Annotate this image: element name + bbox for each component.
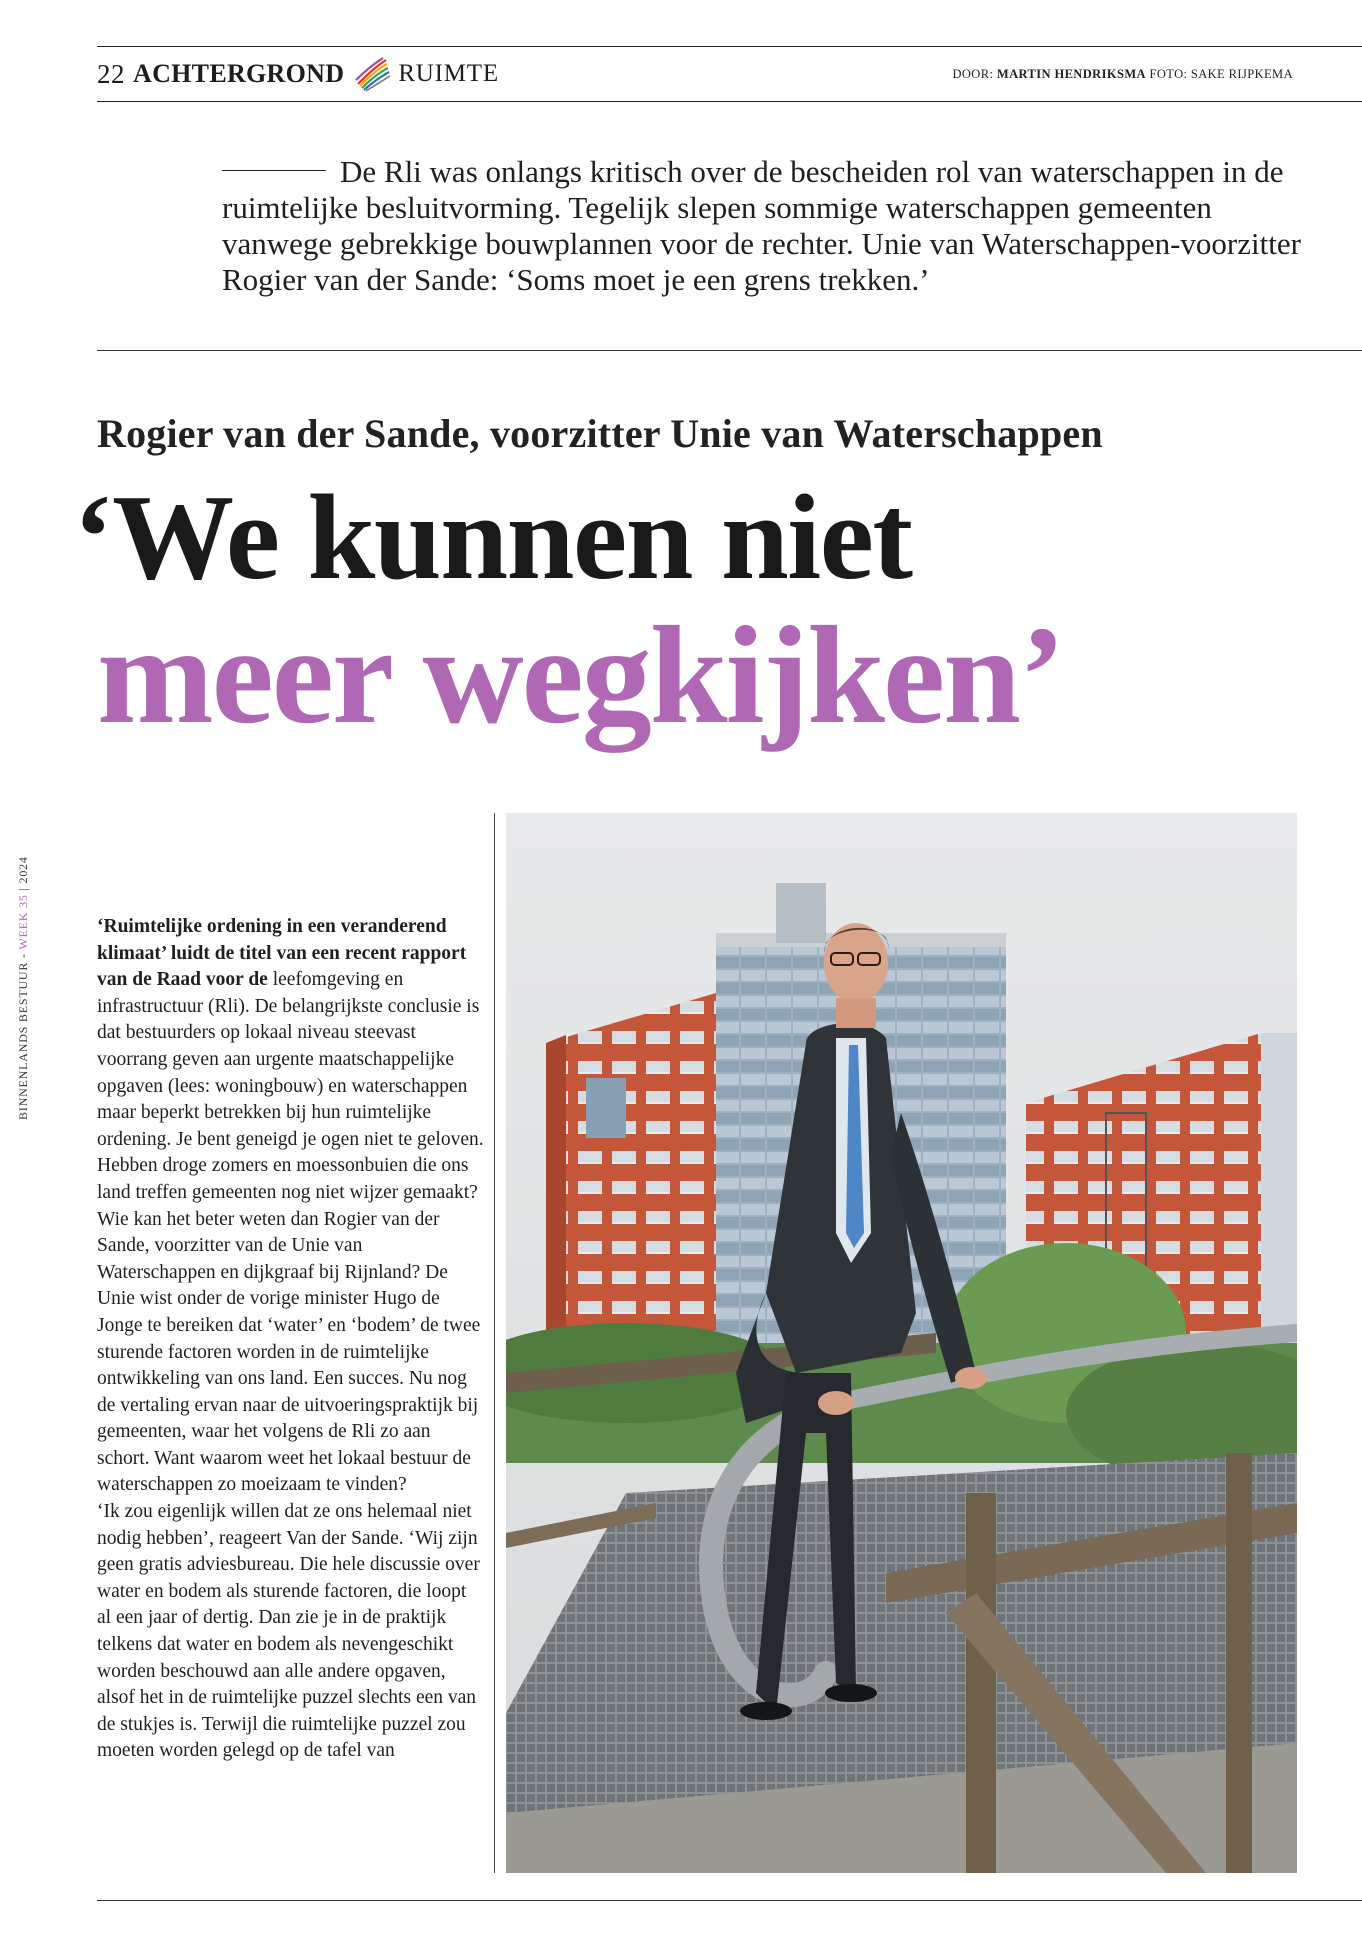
- body-p1-text: leefomgeving en infrastructuur (Rli). De belangrijkste conclusie is dat bestuurders op lokaal niveau steevast voorrang geven aan urgente maatschappelijke opgaven (lees: woningbouw) en waterschappen maar beperkt betrekken bij hun ruimtelijke ordening. Je bent geneigd je ogen niet te geloven. Hebben droge zomers en moessonbuien die ons land treffen gemeenten nog niet wijzer gemaakt?: [97, 969, 484, 1203]
- headline-line-1: ‘We kunnen niet: [73, 470, 912, 605]
- photographer-name: SAKE RIJPKEMA: [1190, 66, 1293, 81]
- subsection-name: RUIMTE: [398, 60, 499, 87]
- body-paragraph-2: Wie kan het beter weten dan Rogier van der Sande, voorzitter van de Unie van Waterschappen en dijkgraaf bij Rijnland? De Unie wist onder de vorige minister Hugo de Jonge te bereiken dat ‘water’ en ‘bodem’ de twee sturende factoren worden in de ruimtelijke ontwikkeling van ons land. Een succes. Nu nog de vertaling ervan naar de uitvoeringspraktijk bij gemeenten, waar het volgens de Rli zo aan schort. Want waarom weet het lokaal bestuur de waterschappen zo moeizaam te vinden?: [97, 1208, 481, 1496]
- bottom-rule: [97, 1900, 1362, 1901]
- column-divider: [494, 813, 495, 1873]
- page-number: 22: [97, 58, 125, 89]
- page-header: [97, 54, 1337, 94]
- publication-week: WEEK 35: [16, 894, 30, 950]
- vertical-publication-caption: BINNENLANDS BESTUUR - WEEK 35 | 2024: [16, 856, 30, 1120]
- headline-line-2: meer wegkijken’: [97, 598, 1064, 753]
- publication-name: BINNENLANDS BESTUUR: [16, 961, 30, 1120]
- body-paragraph-1: [97, 914, 485, 1207]
- publication-year: 2024: [16, 856, 30, 884]
- section-name: ACHTERGROND: [133, 59, 345, 88]
- intro-bold: ‘Ruimtelijke ordening in een veranderend klimaat’ luidt de titel van een recent rapport van de Raad voor de: [97, 916, 467, 991]
- author-prefix: DOOR:: [952, 66, 994, 81]
- portrait-photo: [506, 813, 1297, 1873]
- lead-text: De Rli was onlangs kritisch over de bescheiden rol van waterschappen in de ruimtelijke besluitvorming. Tegelijk slepen sommige waterschappen gemeenten vanwege gebrekkige bouwplannen voor de rechter. Unie van Waterschappen-voorzitter Rogier van der Sande: ‘Soms moet je een grens trekken.’: [222, 154, 1301, 297]
- author-name: MARTIN HENDRIKSMA: [996, 66, 1146, 81]
- lead-paragraph: [222, 154, 1317, 298]
- lead-dash: [222, 170, 326, 171]
- article-body: [97, 914, 485, 1765]
- header-rule: [97, 101, 1362, 102]
- top-rule: [97, 46, 1362, 47]
- ruimte-logo-icon: [352, 54, 392, 94]
- lead-rule: [97, 350, 1362, 351]
- byline-credits: [952, 67, 1293, 82]
- photo-prefix: FOTO:: [1149, 66, 1188, 81]
- article-kicker: Rogier van der Sande, voorzitter Unie van Waterschappen: [97, 411, 1103, 456]
- body-paragraph-3: ‘Ik zou eigenlijk willen dat ze ons helemaal niet nodig hebben’, reageert Van der Sande. ‘Wij zijn geen gratis adviesbureau. Die hele discussie over water en bodem als sturende factoren, die loopt al een jaar of dertig. Dan zie je in de praktijk telkens dat water en bodem als nevengeschikt worden beschouwd aan alle andere opgaven, alsof het in de ruimtelijke puzzel slechts een van de stukjes is. Terwijl die ruimtelijke puzzel zou moeten worden gelegd op de tafel van: [97, 1501, 480, 1762]
